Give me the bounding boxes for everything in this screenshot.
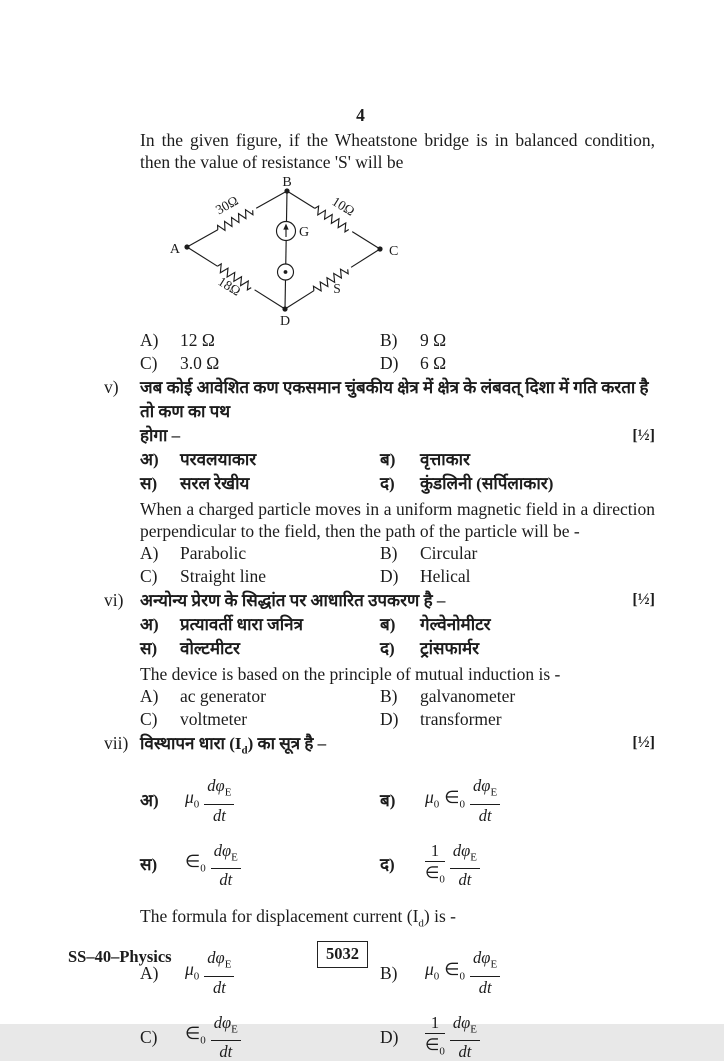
q4-option-b — [380, 329, 655, 352]
fraction-dphiE-dt: $\frac{d\varphi_E}{dt}$ — [204, 948, 234, 996]
q6-option-en-a — [140, 685, 380, 708]
coefficient-eps0: $\in_0$ — [185, 1023, 206, 1047]
q7-formula-hi-a — [140, 776, 380, 824]
q6-stem-text: अन्योन्य प्रेरण के सिद्धांत पर आधारित उपकरण है – — [140, 591, 446, 610]
option-label: ब) — [380, 615, 396, 634]
option-label: D) — [380, 1026, 399, 1047]
option-label: B) — [380, 330, 398, 350]
option-text: 12 Ω — [180, 330, 215, 350]
fraction-dphiE-dt: $\frac{d\varphi_E}{dt}$ — [470, 948, 500, 996]
q6-option-hi-d — [380, 637, 655, 661]
q5-option-hi-c — [140, 472, 380, 496]
q5-stem-english: When a charged particle moves in a uniform magnetic field in a direction perpendicular to the field, then the path of the particle will be - — [140, 499, 655, 541]
option-text: ट्रांसफार्मर — [420, 639, 480, 658]
resistor-s-zigzag — [312, 266, 350, 294]
node-label-b: B — [282, 175, 292, 190]
coefficient-mu0: $\mu_0$ — [425, 958, 440, 983]
q4-option-d — [380, 352, 655, 375]
fraction-dphiE-dt: $\frac{d\varphi_E}{dt}$ — [450, 841, 480, 889]
exam-code-box: 5032 — [317, 941, 368, 968]
fraction-dphiE-dt: $\frac{d\varphi_E}{dt}$ — [211, 1013, 241, 1061]
fraction-dphiE-dt: $\frac{d\varphi_E}{dt}$ — [470, 776, 500, 824]
option-text: Parabolic — [180, 543, 247, 563]
option-text: transformer — [420, 708, 502, 729]
option-text: ac generator — [180, 686, 266, 706]
q5-option-en-a — [140, 542, 380, 565]
option-label: अ) — [140, 790, 159, 810]
q7-formula-en-b — [380, 948, 655, 996]
option-text: galvanometer — [420, 686, 516, 706]
q5-option-hi-d — [380, 472, 655, 496]
q4-option-c — [140, 352, 380, 375]
fraction-dphiE-dt: $\frac{d\varphi_E}{dt}$ — [450, 1013, 480, 1061]
q4-options-row-2 — [140, 352, 655, 375]
option-label: C) — [140, 1026, 158, 1047]
option-label: स) — [140, 854, 158, 874]
q5-options-en-row-1 — [140, 542, 655, 565]
coefficient-eps0: $\in_0$ — [444, 958, 466, 983]
q7-formulas-hi-row-2 — [140, 841, 655, 889]
fraction-dphiE-dt: $\frac{d\varphi_E}{dt}$ — [211, 841, 241, 889]
option-label: B) — [380, 962, 398, 983]
option-label: द) — [380, 474, 395, 493]
option-label: A) — [140, 962, 159, 983]
page-number: 4 — [356, 105, 365, 125]
node-label-a: A — [169, 242, 180, 257]
fraction-1-over-eps0: $\frac{1}{\in_0}$ — [425, 840, 445, 885]
option-text: प्रत्यावर्ती धारा जनित्र — [180, 615, 303, 634]
option-text: सरल रेखीय — [180, 474, 250, 493]
option-label: A) — [140, 330, 159, 350]
galvanometer-label: G — [299, 225, 310, 240]
option-label: अ) — [140, 450, 159, 469]
q5-stem-line1: जब कोई आवेशित कण एकसमान चुंबकीय क्षेत्र में क्षेत्र के लंबवत् दिशा में गति करता है तो कण का पथ — [140, 378, 649, 421]
option-text: Circular — [420, 543, 478, 563]
fraction-dphiE-dt: $\frac{d\varphi_E}{dt}$ — [204, 776, 234, 824]
q5-option-en-c — [140, 565, 380, 588]
q7-formula-en-d — [380, 1013, 655, 1061]
option-label: B) — [380, 686, 398, 706]
option-label: ब) — [380, 790, 396, 810]
option-text: voltmeter — [180, 708, 248, 729]
fraction-1-over-eps0: $\frac{1}{\in_0}$ — [425, 1012, 445, 1058]
q4-option-a — [140, 329, 380, 352]
q7-formula-en-c — [140, 1013, 380, 1061]
q5-stem-hindi — [104, 376, 655, 448]
marks-badge: [½] — [632, 427, 655, 444]
q6-option-hi-c — [140, 637, 380, 661]
coefficient-eps0: $\in_0$ — [185, 851, 206, 875]
q6-options-en-row-2 — [140, 708, 655, 731]
q6-option-hi-a — [140, 613, 380, 637]
resistor-label-18: 18Ω — [215, 273, 244, 299]
option-label: B) — [380, 543, 398, 563]
q5-option-hi-b — [380, 448, 655, 472]
footer-paper-code: SS–40–Physics — [68, 947, 172, 966]
q4-options-row-1 — [140, 329, 655, 352]
q7-formulas-en-row-1 — [140, 948, 655, 996]
q4-stem-english: In the given figure, if the Wheatstone bridge is in balanced condition, then the value of resistance 'S' will be — [140, 130, 655, 172]
subscript-d: d — [418, 917, 424, 930]
coefficient-mu0: $\mu_0$ — [185, 958, 200, 983]
option-label: अ) — [140, 615, 159, 634]
resistor-label-s: S — [333, 281, 341, 296]
q6-option-en-d — [380, 708, 655, 731]
question-number: vi) — [104, 590, 124, 610]
q5-options-hi-row-1 — [140, 448, 655, 472]
resistor-label-30: 30Ω — [212, 192, 241, 218]
q7-formulas-en-row-2 — [140, 1013, 655, 1061]
q7-stem-hindi — [104, 732, 655, 762]
option-text: Straight line — [180, 565, 267, 586]
option-label: D) — [380, 708, 399, 729]
q7-formula-hi-d — [380, 841, 655, 889]
option-label: स) — [140, 639, 158, 658]
option-text: 6 Ω — [420, 352, 447, 373]
resistor-label-10: 10Ω — [329, 193, 358, 219]
node-label-d: D — [279, 314, 291, 329]
wheatstone-bridge-diagram — [167, 176, 407, 328]
option-text: वोल्टमीटर — [180, 639, 240, 658]
question-number: v) — [104, 377, 119, 397]
q5-stem-line2: होगा – — [140, 426, 181, 445]
option-label: C) — [140, 352, 158, 373]
coefficient-mu0: $\mu_0$ — [425, 786, 440, 811]
q5-options-en-row-2 — [140, 565, 655, 588]
q5-option-en-d — [380, 565, 655, 588]
coefficient-mu0: $\mu_0$ — [185, 786, 200, 811]
marks-badge: [½] — [632, 734, 655, 751]
option-text: वृत्ताकार — [420, 450, 471, 469]
option-text: गेल्वेनोमीटर — [420, 615, 491, 634]
option-label: ब) — [380, 450, 396, 469]
option-label: D) — [380, 565, 399, 586]
option-label: द) — [380, 854, 395, 874]
option-label: C) — [140, 565, 158, 586]
q6-option-en-b — [380, 685, 655, 708]
subscript-d: d — [241, 744, 248, 757]
option-text: 9 Ω — [420, 330, 447, 350]
option-label: द) — [380, 639, 395, 658]
q6-options-en-row-1 — [140, 685, 655, 708]
q6-options-hi-row-1 — [140, 613, 655, 637]
q5-option-en-b — [380, 542, 655, 565]
q7-formulas-hi-row-1 — [140, 776, 655, 824]
q6-stem-english: The device is based on the principle of mutual induction is - — [140, 664, 561, 684]
q7-formula-hi-b — [380, 776, 655, 824]
marks-badge: [½] — [632, 591, 655, 608]
q7-stem-text: विस्थापन धारा $(I_d)$ का सूत्र है – — [140, 734, 327, 757]
option-label: A) — [140, 543, 159, 563]
q6-option-hi-b — [380, 613, 655, 637]
q5-options-hi-row-2 — [140, 472, 655, 496]
q6-stem-hindi — [104, 589, 655, 613]
node-label-c: C — [389, 244, 399, 259]
q7-formula-hi-c — [140, 841, 380, 889]
option-label: D) — [380, 352, 399, 373]
option-text: 3.0 Ω — [180, 352, 220, 373]
option-label: A) — [140, 686, 159, 706]
option-text: कुंडलिनी (सर्पिलाकार) — [420, 474, 554, 493]
option-text: परवलयाकार — [180, 450, 257, 469]
q5-option-hi-a — [140, 448, 380, 472]
q6-options-hi-row-2 — [140, 637, 655, 661]
option-text: Helical — [420, 565, 471, 586]
option-label: स) — [140, 474, 158, 493]
q6-option-en-c — [140, 708, 380, 731]
question-number: vii) — [104, 733, 129, 753]
q7-stem-english: The formula for displacement current $(I_d)$ is - — [140, 905, 456, 930]
coefficient-eps0: $\in_0$ — [444, 786, 466, 811]
option-label: C) — [140, 708, 158, 729]
